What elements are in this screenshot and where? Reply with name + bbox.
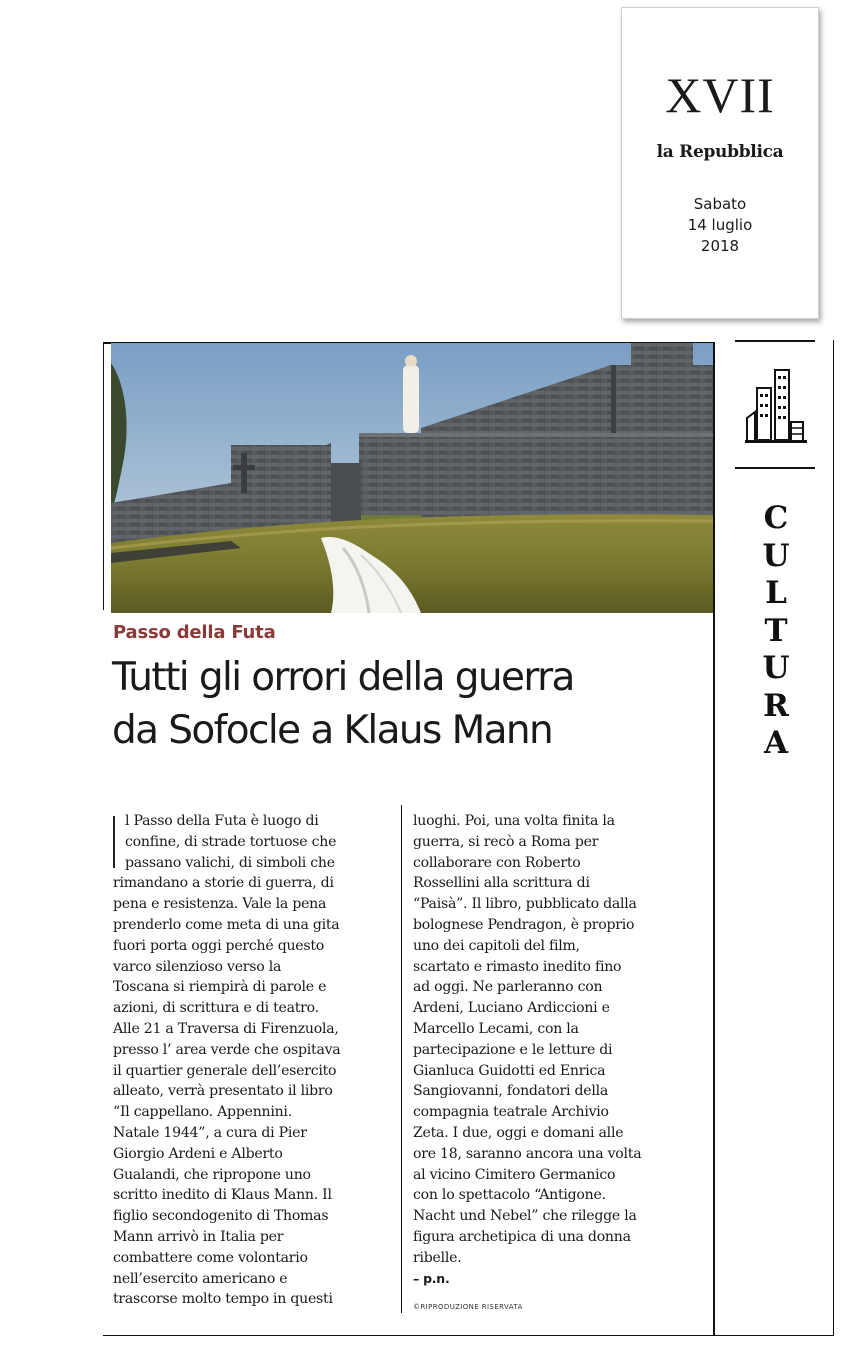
- body-text-line: “Paisà”. Il libro, pubblicato dalla: [413, 896, 637, 913]
- body-text-line: confine, di strade tortuose che: [125, 833, 337, 850]
- body-text-line: uno dei capitoli del film,: [413, 937, 580, 954]
- body-text-line: Zeta. I due, oggi e domani alle: [413, 1124, 624, 1141]
- body-text-line: fuori porta oggi perché questo: [113, 937, 325, 954]
- body-text-line: “Il cappellano. Appennini.: [113, 1104, 292, 1121]
- body-text-line: partecipazione e le letture di: [413, 1041, 613, 1058]
- date-year: 2018: [700, 237, 740, 255]
- section-letter: U: [762, 650, 790, 686]
- body-text-line: ribelle.: [413, 1249, 462, 1266]
- body-text-line: collaborare con Roberto: [413, 854, 581, 871]
- rail-mid-rule: [735, 467, 815, 469]
- body-text-line: Marcello Lecami, con la: [413, 1020, 579, 1037]
- body-text-line: trascorse molto tempo in questi: [113, 1291, 333, 1308]
- body-text-line: ore 18, saranno ancora una volta: [413, 1145, 642, 1162]
- body-text-line: Mann arrivò in Italia per: [113, 1228, 284, 1245]
- body-text-line: Alle 21 a Traversa di Firenzuola,: [113, 1020, 339, 1037]
- masthead: la Repubblica: [656, 142, 784, 162]
- body-text-line: figura archetipica di una donna: [413, 1228, 631, 1245]
- body-text-line: Gianluca Guidotti ed Enrica: [413, 1062, 606, 1079]
- body-text-line: Ardeni, Luciano Ardiccioni e: [413, 1000, 610, 1017]
- body-text-line: prenderlo come meta di una gita: [113, 916, 340, 933]
- page-header-card: [621, 7, 819, 319]
- body-text-line: con lo spettacolo “Antigone.: [413, 1187, 606, 1204]
- body-text-line: guerra, si recò a Roma per: [413, 833, 599, 850]
- section-letter: A: [763, 725, 789, 761]
- body-text-line: Rossellini alla scrittura di: [413, 875, 590, 892]
- body-text-line: Giorgio Ardeni e Alberto: [113, 1145, 283, 1162]
- rail-top-rule: [735, 340, 815, 342]
- body-text-line: pena e resistenza. Vale la pena: [113, 896, 327, 913]
- body-text-line: azioni, di scrittura e di teatro.: [113, 1000, 319, 1017]
- body-text-line: Sangiovanni, fondatori della: [413, 1083, 608, 1100]
- body-text-line: il quartier generale dell’esercito: [113, 1062, 337, 1079]
- section-letter: U: [762, 537, 790, 574]
- body-text-line: Gualandi, che ripropone uno: [113, 1166, 311, 1183]
- bottom-rule: [103, 1335, 834, 1336]
- body-text-line: ad oggi. Ne parleranno con: [413, 979, 603, 996]
- author-signature: – p.n.: [413, 1270, 450, 1286]
- body-text-line: figlio secondogenito di Thomas: [113, 1208, 329, 1225]
- city-towers-icon: [745, 366, 807, 446]
- body-text-line: alleato, verrà presentato il libro: [113, 1083, 333, 1100]
- body-text-line: Nacht und Nebel” che rilegge la: [413, 1208, 637, 1225]
- column-divider: [713, 342, 715, 1336]
- body-column-rule: [401, 805, 402, 1313]
- article-headline: [112, 651, 712, 757]
- copyright-notice: ©RIPRODUZIONE RISERVATA: [413, 1303, 523, 1311]
- section-letter: C: [763, 500, 789, 536]
- body-text-line: Natale 1944”, a cura di Pier: [113, 1124, 307, 1141]
- body-text-line: nell’esercito americano e: [113, 1270, 288, 1287]
- body-text-line: Toscana si riempirà di parole e: [113, 979, 327, 996]
- date-weekday: Sabato: [693, 195, 747, 213]
- article-body-right-column: [413, 811, 703, 1289]
- body-text-line: scritto inedito di Klaus Mann. Il: [113, 1187, 332, 1204]
- body-text-line: luoghi. Poi, una volta finita la: [413, 813, 615, 829]
- section-letter: R: [763, 687, 789, 724]
- headline-line: Tutti gli orrori della guerra: [112, 655, 574, 700]
- body-text-line: rimandano a storie di guerra, di: [113, 875, 334, 892]
- right-rule: [833, 340, 834, 1336]
- date-day-month: 14 luglio: [687, 216, 753, 234]
- body-text-line: passano valichi, di simboli che: [125, 854, 335, 871]
- article-kicker: Passo della Futa: [113, 622, 276, 643]
- issue-date: [622, 194, 818, 257]
- body-text-line: al vicino Cimitero Germanico: [413, 1166, 616, 1183]
- page-number: XVII: [665, 67, 775, 123]
- body-text-line: varco silenzioso verso la: [113, 958, 282, 975]
- section-letter: T: [764, 612, 788, 649]
- body-text-line: bolognese Pendragon, è proprio: [413, 916, 635, 933]
- article-photo: [111, 343, 713, 613]
- left-rule: [103, 342, 104, 610]
- body-text-line: combattere come volontario: [113, 1249, 308, 1266]
- headline-line: da Sofocle a Klaus Mann: [112, 708, 553, 753]
- section-label-cultura: [735, 500, 817, 763]
- section-letter: L: [765, 575, 787, 611]
- body-text-line: presso l’ area verde che ospitava: [113, 1041, 341, 1058]
- body-text-line: compagnia teatrale Archivio: [413, 1104, 609, 1121]
- article-body-left-column: [113, 811, 391, 1310]
- body-text-line: l Passo della Futa è luogo di: [125, 813, 319, 829]
- body-text-line: scartato e rimasto inedito fino: [413, 958, 622, 975]
